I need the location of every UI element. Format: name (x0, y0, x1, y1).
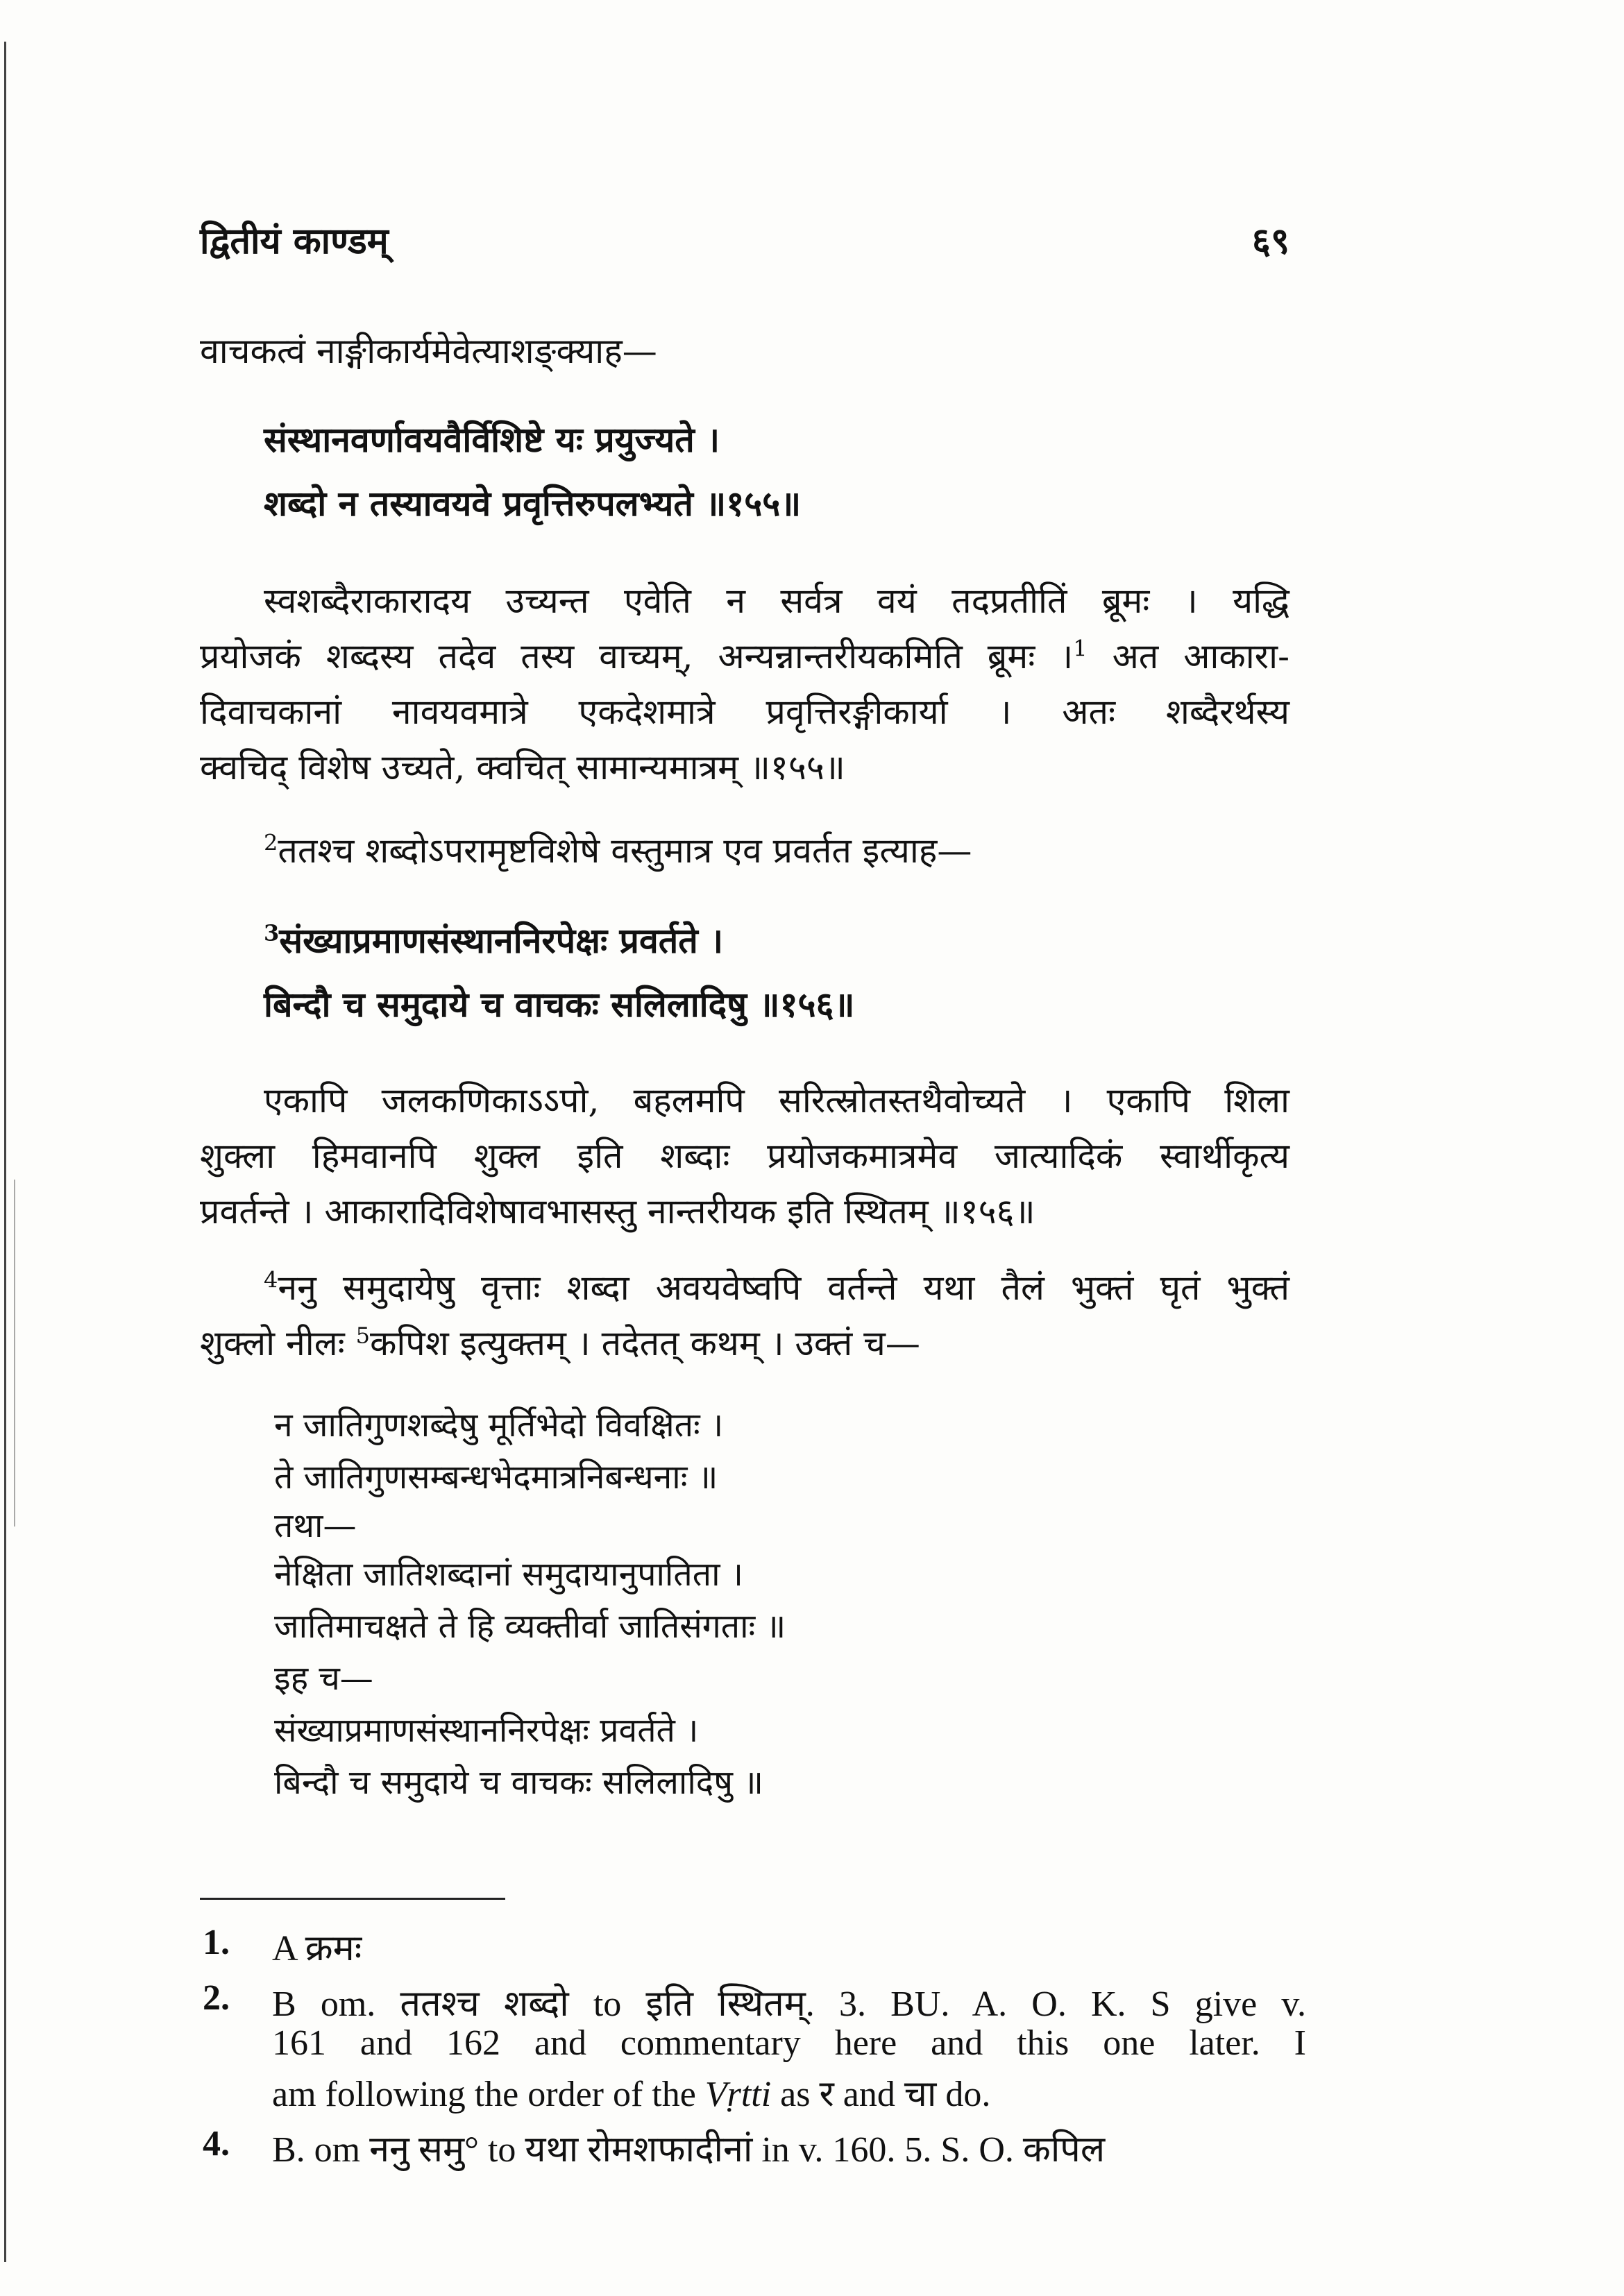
verse-156-text: संख्याप्रमाणसंस्थाननिरपेक्षः प्रवर्तते । (279, 920, 724, 961)
footnote-2-line-2: 161 and 162 and commentary here and this one later. I (272, 2023, 1306, 2063)
verse-156-line-2: बिन्दौ च समुदाये च वाचकः सलिलादिषु ॥१५६॥ (264, 984, 855, 1025)
commentary-156-line-1: एकापि जलकणिकाऽऽपो, बहलमपि सरित्स्रोतस्तथैवोच्यते । एकापि शिला (264, 1080, 1289, 1121)
page-number: ६९ (1251, 220, 1289, 262)
footnote-2-line-3 (272, 2068, 990, 2117)
quote-line-4: नेक्षिता जातिशब्दानां समुदायानुपातिता । (274, 1555, 743, 1594)
commentary-155-line-4: क्वचिद् विशेष उच्यते, क्वचित् सामान्यमात्रम् ॥१५५॥ (200, 747, 845, 788)
paragraph-4-line-1 (264, 1263, 1289, 1310)
footnote-rule (200, 1898, 505, 1900)
footnote-2-line-3-a: am following the order of the (272, 2075, 705, 2114)
intro-line: वाचकत्वं नाङ्गीकार्यमेवेत्याशङ्क्याह— (200, 331, 657, 371)
commentary-156-line-2: शुक्ला हिमवानपि शुक्ल इति शब्दाः प्रयोजकमात्रमेव जात्यादिकं स्वार्थीकृत्य (200, 1136, 1289, 1176)
commentary-155-line-2 (200, 631, 1289, 679)
quote-line-5: जातिमाचक्षते ते हि व्यक्तीर्वा जातिसंगताः ॥ (274, 1607, 786, 1646)
intro-156-text: ततश्च शब्दोऽपरामृष्टविशेषे वस्तुमात्र एव प्रवर्तत इत्याह— (278, 831, 972, 871)
footnote-mark-5: 5 (355, 1322, 370, 1349)
verse-155-line-1: संस्थानवर्णावयवैर्विशिष्टे यः प्रयुज्यते । (264, 419, 720, 460)
commentary-155-text-cont: अत आकारा- (1112, 636, 1289, 677)
footnote-2-line-3-b: as र and चा do. (771, 2075, 991, 2114)
intro-156-line (264, 826, 972, 873)
footnote-mark-3: 3 (264, 919, 280, 946)
verse-156-line-1 (264, 916, 723, 963)
quote-line-2: ते जातिगुणसम्बन्धभेदमात्रनिबन्धनाः ॥ (274, 1458, 718, 1497)
quote-line-3: तथा— (274, 1506, 357, 1545)
footnote-1-number: 1. (203, 1923, 230, 1962)
binding-shadow (14, 1180, 15, 1527)
running-title: द्वितीयं काण्डम् (200, 220, 389, 262)
footnote-4-number: 4. (203, 2124, 230, 2163)
footnote-2-vrtti: Vṛtti (704, 2075, 772, 2114)
footnote-mark-1: 1 (1073, 635, 1088, 662)
paragraph-4-line-2 (200, 1318, 920, 1366)
commentary-155-text: प्रयोजकं शब्दस्य तदेव तस्य वाच्यम्, अन्यन्नान्तरीयकमिति ब्रूमः । (200, 636, 1074, 677)
commentary-155-line-3: दिवाचकानां नावयवमात्रे एकदेशमात्रे प्रवृत्तिरङ्गीकार्या । अतः शब्दैरर्थस्य (200, 692, 1289, 732)
footnote-4-text: B. om ननु समु° to यथा रोमशफादीनां in v. 160. 5. S. O. कपिल (272, 2130, 1106, 2170)
quote-line-7: संख्याप्रमाणसंस्थाननिरपेक्षः प्रवर्तते । (274, 1711, 699, 1750)
footnote-mark-4: 4 (264, 1266, 278, 1293)
quote-line-6: इह च— (274, 1659, 373, 1698)
paragraph-4-text-a: शुक्लो नीलः (200, 1323, 356, 1363)
footnote-1-text: A क्रमः (272, 1929, 362, 1968)
commentary-155-line-1: स्वशब्दैराकारादय उच्यन्त एवेति न सर्वत्र वयं तदप्रतीतिं ब्रूमः । यद्धि (264, 581, 1289, 621)
footnote-2-number: 2. (203, 1978, 230, 2018)
paragraph-4-text-b: कपिश इत्युक्तम् । तदेतत् कथम् । उक्तं च— (369, 1323, 920, 1363)
paragraph-4-text: ननु समुदायेषु वृत्ताः शब्दा अवयवेष्वपि वर्तन्ते यथा तैलं भुक्तं घृतं भुक्तं (278, 1268, 1289, 1308)
footnote-mark-2: 2 (264, 829, 278, 856)
binding-edge (4, 42, 6, 2262)
quote-line-8: बिन्दौ च समुदाये च वाचकः सलिलादिषु ॥ (274, 1763, 763, 1802)
footnote-2-line-1: B om. ततश्च शब्दो to इति स्थितम्. 3. BU. A. O. K. S give v. (272, 1984, 1306, 2024)
page-header (200, 208, 1289, 271)
verse-155-line-2: शब्दो न तस्यावयवे प्रवृत्तिरुपलभ्यते ॥१५५॥ (264, 483, 802, 524)
commentary-156-line-3: प्रवर्तन्ते । आकारादिविशेषावभासस्तु नान्तरीयक इति स्थितम् ॥१५६॥ (200, 1191, 1035, 1232)
quote-line-1: न जातिगुणशब्देषु मूर्तिभेदो विवक्षितः । (274, 1406, 724, 1445)
